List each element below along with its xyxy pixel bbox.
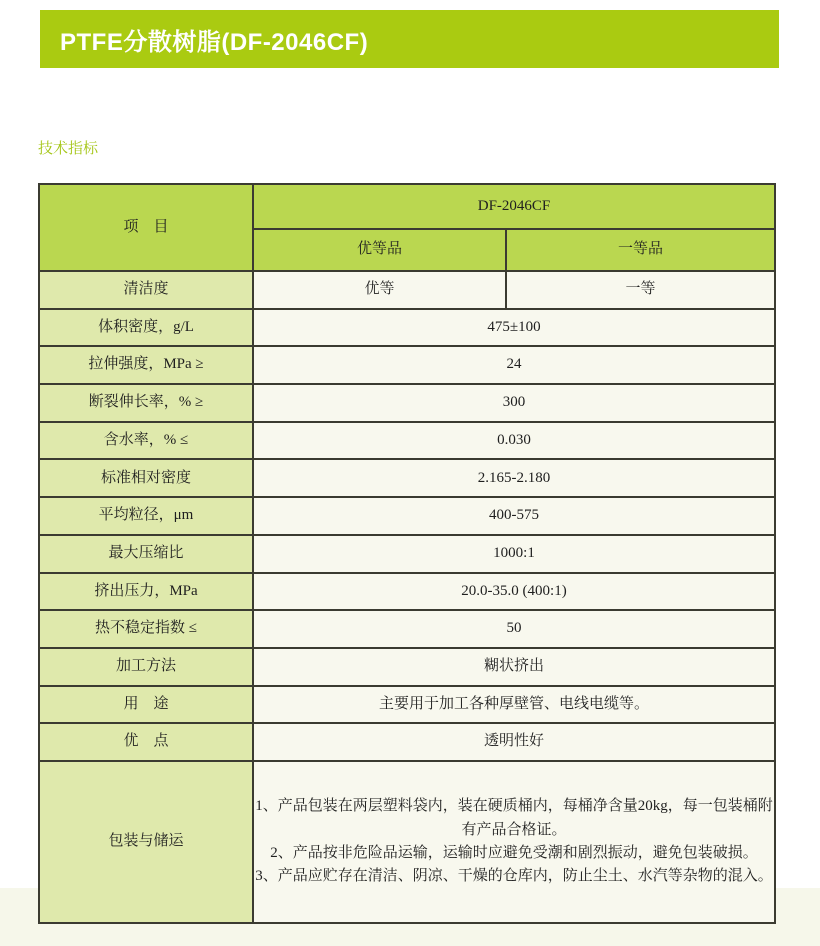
section-label-technical-specs: 技术指标 — [38, 140, 99, 157]
table-row-tensile-strength — [39, 346, 775, 384]
packaging-note-3: 3、产品应贮存在清洁、阴凉、干燥的仓库内，防止尘土、水汽等杂物的混入。 — [255, 868, 773, 885]
spec-table — [38, 183, 776, 924]
table-row-elongation — [39, 384, 775, 422]
row-label: 包装与储运 — [39, 761, 253, 923]
row-value: 24 — [253, 346, 775, 384]
table-row-moisture — [39, 422, 775, 460]
row-value: 400-575 — [253, 497, 775, 535]
table-row-thermal-instability — [39, 610, 775, 648]
row-label: 挤出压力，MPa — [39, 573, 253, 611]
row-label: 热不稳定指数 ≤ — [39, 610, 253, 648]
table-row-advantages — [39, 723, 775, 761]
row-value-first: 一等 — [506, 271, 775, 309]
row-label: 用 途 — [39, 686, 253, 724]
row-value: 1000:1 — [253, 535, 775, 573]
row-value: 50 — [253, 610, 775, 648]
table-row-applications — [39, 686, 775, 724]
packaging-note-2: 2、产品按非危险品运输，运输时应避免受潮和剧烈振动，避免包装破损。 — [270, 844, 758, 861]
row-value: 475±100 — [253, 309, 775, 347]
grade-header-first: 一等品 — [506, 229, 775, 271]
row-label: 断裂伸长率，% ≥ — [39, 384, 253, 422]
page-title: PTFE分散树脂(DF-2046CF) — [60, 28, 369, 56]
row-value: 0.030 — [253, 422, 775, 460]
item-header-cell: 项 目 — [39, 184, 253, 271]
table-row-compression-ratio — [39, 535, 775, 573]
row-label: 优 点 — [39, 723, 253, 761]
table-row-packaging-storage — [39, 761, 775, 923]
row-value: 主要用于加工各种厚壁管、电线电缆等。 — [253, 686, 775, 724]
table-row-particle-size — [39, 497, 775, 535]
row-label: 含水率，% ≤ — [39, 422, 253, 460]
row-label: 拉伸强度，MPa ≥ — [39, 346, 253, 384]
table-row-specific-gravity — [39, 459, 775, 497]
row-label: 最大压缩比 — [39, 535, 253, 573]
packaging-note-1: 1、产品包装在两层塑料袋内，装在硬质桶内，每桶净含量20kg，每一包装桶附有产品合格证。 — [255, 798, 773, 838]
packaging-notes-cell — [253, 761, 775, 923]
row-value-premium: 优等 — [253, 271, 506, 309]
row-label: 清洁度 — [39, 271, 253, 309]
row-value: 透明性好 — [253, 723, 775, 761]
table-row-extrusion-pressure — [39, 573, 775, 611]
product-header-cell: DF-2046CF — [253, 184, 775, 229]
title-banner — [40, 10, 779, 68]
row-label: 平均粒径，μm — [39, 497, 253, 535]
row-value: 20.0-35.0 (400:1) — [253, 573, 775, 611]
table-header-row-product — [39, 184, 775, 229]
row-label: 体积密度，g/L — [39, 309, 253, 347]
row-value: 2.165-2.180 — [253, 459, 775, 497]
row-label: 标准相对密度 — [39, 459, 253, 497]
row-value: 300 — [253, 384, 775, 422]
row-label: 加工方法 — [39, 648, 253, 686]
table-row-bulk-density — [39, 309, 775, 347]
table-row-processing-method — [39, 648, 775, 686]
grade-header-premium: 优等品 — [253, 229, 506, 271]
row-value: 糊状挤出 — [253, 648, 775, 686]
table-row-cleanliness — [39, 271, 775, 309]
